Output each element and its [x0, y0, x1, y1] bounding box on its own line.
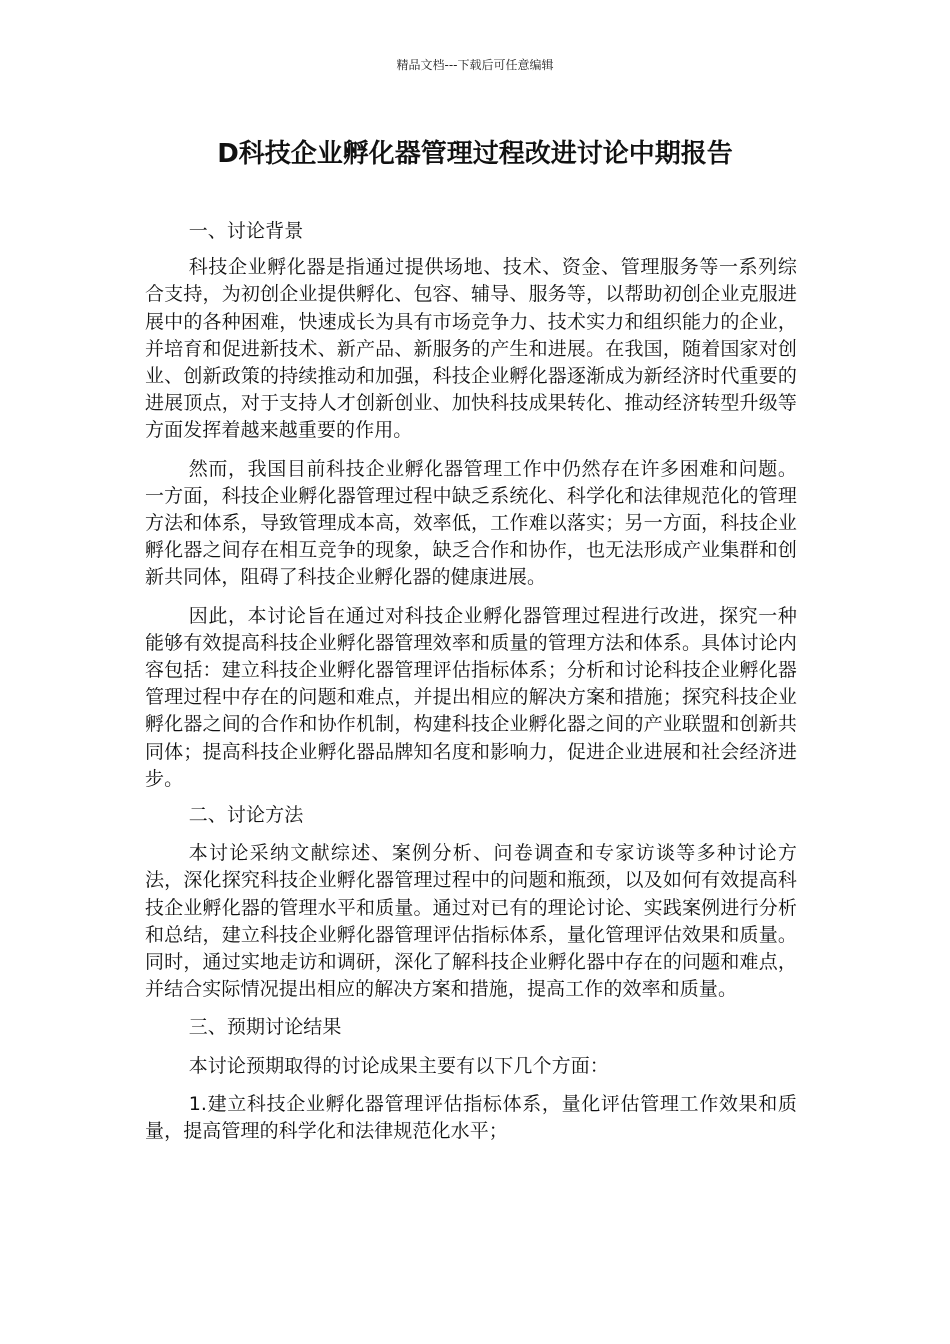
paragraph-background-3: 因此，本讨论旨在通过对科技企业孵化器管理过程进行改进，探究一种能够有效提高科技企业孵化器管理效率和质量的管理方法和体系。具体讨论内容包括：建立科技企业孵化器管理评估指标体系；分析和讨论科技企业孵化器管理过程中存在的问题和难点，并提出相应的解决方案和措施；探究科技企业孵化器之间的合作和协作机制，构建科技企业孵化器之间的产业联盟和创新共同体；提高科技企业孵化器品牌知名度和影响力，促进企业进展和社会经济进步。 — [145, 604, 797, 790]
header-note: 精品文档---下载后可任意编辑 — [396, 58, 554, 72]
paragraph-expected-results-intro: 本讨论预期取得的讨论成果主要有以下几个方面： — [188, 1054, 609, 1077]
section-heading-method: 二、讨论方法 — [188, 804, 304, 827]
section-heading-background: 一、讨论背景 — [188, 220, 304, 242]
document-body — [145, 216, 797, 1145]
document-title: D科技企业孵化器管理过程改进讨论中期报告 — [217, 139, 733, 169]
paragraph-background-2: 然而，我国目前科技企业孵化器管理工作中仍然存在许多困难和问题。一方面，科技企业孵化器管理过程中缺乏系统化、科学化和法律规范化的管理方法和体系，导致管理成本高，效率低，工作难以落实；另一方面，科技企业孵化器之间存在相互竞争的现象，缺乏合作和协作，也无法形成产业集群和创新共同体，阻碍了科技企业孵化器的健康进展。 — [145, 457, 797, 589]
section-heading-expected-results: 三、预期讨论结果 — [188, 1016, 342, 1039]
paragraph-background-1: 科技企业孵化器是指通过提供场地、技术、资金、管理服务等一系列综合支持，为初创企业提供孵化、包容、辅导、服务等，以帮助初创企业克服进展中的各种困难，快速成长为具有市场竞争力、技术实力和组织能力的企业，并培育和促进新技术、新产品、新服务的产生和进展。在我国，随着国家对创业、创新政策的持续推动和加强，科技企业孵化器逐渐成为新经济时代重要的进展顶点，对于支持人才创新创业、加快科技成果转化、推动经济转型升级等方面发挥着越来越重要的作用。 — [145, 256, 797, 442]
paragraph-method-1: 本讨论采纳文献综述、案例分析、问卷调查和专家访谈等多种讨论方法，深化探究科技企业孵化器管理过程中的问题和瓶颈，以及如何有效提高科技企业孵化器的管理水平和质量。通过对已有的理论讨论、实践案例进行分析和总结，建立科技企业孵化器管理评估指标体系，量化管理评估效果和质量。同时，通过实地走访和调研，深化了解科技企业孵化器中存在的问题和难点，并结合实际情况提出相应的解决方案和措施，提高工作的效率和质量。 — [145, 842, 797, 1001]
list-item-result-1: 1.建立科技企业孵化器管理评估指标体系，量化评估管理工作效果和质量，提高管理的科学化和法律规范化水平； — [145, 1092, 797, 1143]
